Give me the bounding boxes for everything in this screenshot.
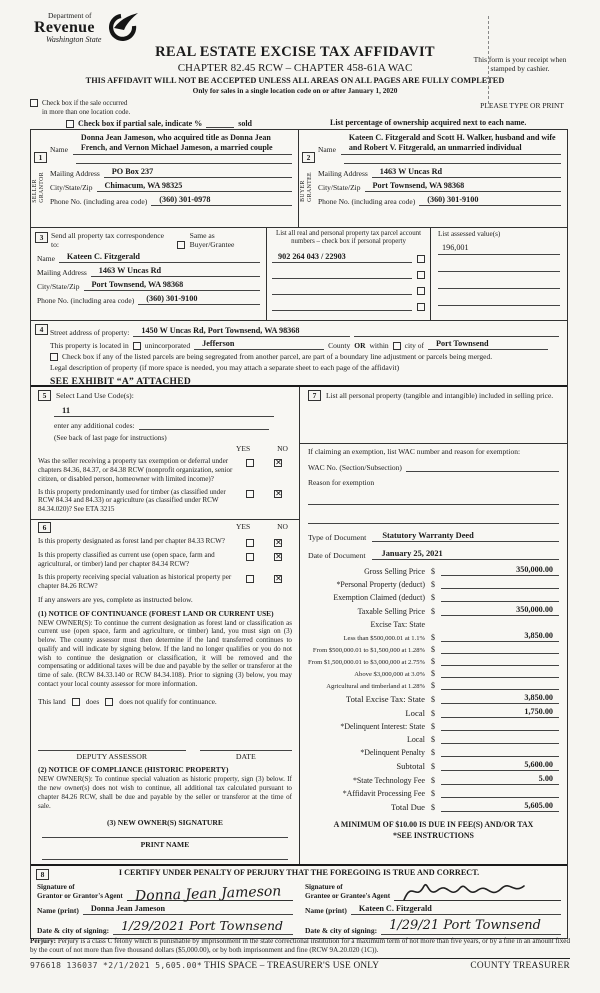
assessed-header: List assessed value(s): [438, 230, 501, 238]
additional-codes-field[interactable]: [139, 420, 269, 430]
logo-dept-text: Department of: [48, 11, 92, 20]
land-use-code-value[interactable]: 11: [54, 405, 274, 417]
affidavit-processing-fee-value[interactable]: [441, 788, 559, 798]
rate-tier-1-label: Less than $500,000.01 at 1.1%: [343, 635, 425, 642]
same-as-buyer-checkbox[interactable]: [177, 241, 185, 249]
partial-sale-suffix: sold: [238, 119, 253, 128]
form-warning: THIS AFFIDAVIT WILL NOT BE ACCEPTED UNLESS ALL AREAS ON ALL PAGES ARE FULLY COMPLETED: [85, 76, 505, 85]
grantee-name-print-label: Name (print): [305, 906, 347, 916]
gross-selling-price-label: Gross Selling Price: [364, 567, 425, 576]
additional-codes-label: enter any additional codes:: [54, 421, 135, 430]
same-as-buyer-label: Same as Buyer/Grantee: [189, 231, 235, 249]
treasurer-strip: [30, 958, 570, 971]
rate-tier-2-label: From $500,000.01 to $1,500,000 at 1.28%: [312, 647, 425, 654]
currency-sign: $: [431, 776, 435, 785]
or-label: OR: [354, 341, 366, 350]
does-label: does: [85, 697, 100, 707]
parcel-number-4[interactable]: [272, 300, 412, 311]
legal-description-value[interactable]: SEE EXHIBIT “A” ATTACHED: [50, 377, 192, 387]
delinquent-interest-state-value[interactable]: [441, 721, 559, 731]
seller-name-extra-line[interactable]: [76, 155, 292, 164]
grantee-name-print-value[interactable]: Kateen C. Fitzgerald: [351, 904, 561, 915]
s6-q2-yes-checkbox[interactable]: [246, 553, 254, 561]
exemption-claimed-value[interactable]: [441, 592, 559, 602]
subtotal-label: Subtotal: [396, 761, 425, 771]
if-yes-note: If any answers are yes, complete as instructed below.: [38, 594, 193, 604]
type-or-print-note: PLEASE TYPE OR PRINT: [480, 101, 564, 110]
type-of-document-value[interactable]: Statutory Warranty Deed: [372, 531, 559, 542]
s5-question-2: Is this property predominantly used for timber (as classified under RCW 84.34 and 84.33) or agriculture (as classified under RCW 84.34.020)? See ETA 3215: [38, 487, 226, 514]
property-address-box: [31, 321, 567, 385]
multi-location-label: Check box if the sale occurred in more than one location code.: [42, 99, 131, 116]
grantee-signature-line[interactable]: [394, 879, 561, 901]
currency-sign: $: [431, 762, 435, 771]
grantee-signature-label: Signature of Grantee or Grantee's Agent: [305, 883, 391, 901]
s6-no-header: NO: [277, 522, 288, 532]
street-address-label: Street address of property:: [50, 328, 130, 337]
total-due-label: Total Due: [390, 802, 425, 812]
buyer-city-value[interactable]: Port Townsend, WA 98368: [365, 181, 562, 192]
does-not-qualify-checkbox[interactable]: [105, 698, 113, 706]
revenue-swirl-icon: [105, 12, 139, 44]
segregated-checkbox[interactable]: [50, 353, 58, 361]
date-of-document-value[interactable]: January 25, 2021: [372, 549, 559, 560]
land-use-label: Select Land Use Code(s):: [56, 391, 134, 400]
affidavit-form: [30, 129, 568, 939]
gross-selling-price-value[interactable]: 350,000.00: [441, 565, 559, 576]
seller-city-value[interactable]: Chimacum, WA 98325: [97, 181, 293, 192]
agricultural-rate-value[interactable]: [441, 680, 559, 690]
grantor-name-print-value[interactable]: Donna Jean Jameson: [83, 904, 293, 915]
certification-section: [31, 864, 567, 938]
section-2-number: 2: [302, 152, 315, 163]
city-of-checkbox[interactable]: [393, 342, 401, 350]
s5-yes-header: YES: [235, 444, 251, 453]
assessed-value-1[interactable]: 196,001: [438, 243, 560, 255]
grantee-date-city-value[interactable]: 1/29/21 Port Townsend: [389, 918, 541, 934]
delinquent-interest-state-label: *Delinquent Interest: State: [340, 722, 425, 731]
notice-compliance-body: NEW OWNER(S): To continue special valuation as historic property, sign (3) below. If the new owner(s) does not wish to continue, all additional tax calculated pursuant to chapter 84.26 RCW, shall be due and payable by the seller or transferor at the time of sale.: [38, 775, 292, 810]
currency-sign: $: [431, 657, 435, 666]
s6-question-1: Is this property designated as forest land per chapter 84.33 RCW?: [38, 537, 225, 546]
street-address-line-tail: [354, 327, 559, 337]
section-3-number: 3: [35, 232, 48, 243]
form-only-note: Only for sales in a single location code on or after January 1, 2020: [192, 86, 398, 95]
buyer-grantee-side-label: BUYER GRANTEE: [300, 172, 313, 202]
logo-state-text: Washington State: [46, 34, 102, 44]
land-use-column: [31, 387, 300, 864]
grantor-date-city-label: Date & city of signing:: [37, 926, 110, 936]
personal-property-deduct-label: *Personal Property (deduct): [336, 580, 425, 589]
personal-property-checkbox-4[interactable]: [417, 303, 425, 311]
corr-city-label: City/State/Zip: [37, 282, 80, 291]
seller-grantor-side-label: SELLER GRANTOR: [32, 172, 45, 203]
rate-tier-4-value[interactable]: [441, 668, 559, 678]
logo-revenue-text: Revenue: [34, 18, 95, 36]
taxable-selling-price-value[interactable]: 350,000.00: [441, 605, 559, 616]
section-4-number: 4: [35, 324, 48, 335]
subtotal-value[interactable]: 5,600.00: [441, 760, 559, 771]
currency-sign: $: [431, 803, 435, 812]
county-value[interactable]: Jefferson: [194, 339, 324, 350]
correspondence-intro: Send all property tax correspondence to:: [51, 231, 165, 249]
personal-property-checkbox-3[interactable]: [417, 287, 425, 295]
s5-q1-yes-checkbox[interactable]: [246, 459, 254, 467]
section-6-number: 6: [38, 522, 51, 533]
buyer-name-extra-line[interactable]: [344, 155, 561, 164]
type-of-document-label: Type of Document: [307, 533, 367, 542]
notice-compliance-title: (2) NOTICE OF COMPLIANCE (HISTORIC PROPERTY): [38, 765, 229, 775]
seller-name-label: Name: [50, 145, 68, 155]
wac-number-field[interactable]: [406, 462, 559, 472]
partial-sale-checkbox[interactable]: [66, 120, 74, 128]
s5-question-1: Was the seller receiving a property tax exemption or deferral under chapters 84.36, 84.37, or 84.38 RCW (nonprofit organization, senior citizen, or disabled person, homeowner with limited income)?: [38, 457, 233, 483]
parcel-number-2[interactable]: [272, 268, 412, 279]
buyer-phone-value[interactable]: (360) 301-9100: [419, 195, 561, 206]
parcel-header: List all real and personal property tax parcel account numbers – check box if personal property: [275, 230, 422, 246]
parcel-number-3[interactable]: [272, 284, 412, 295]
corr-name-value[interactable]: Kateen C. Fitzgerald: [59, 252, 260, 263]
county-treasurer-label: COUNTY TREASURER: [470, 961, 570, 971]
delinquent-penalty-label: *Delinquent Penalty: [360, 748, 425, 757]
corr-mailing-value[interactable]: 1463 W Uncas Rd: [91, 266, 260, 277]
currency-sign: $: [431, 580, 435, 589]
grantor-date-city-value[interactable]: 1/29/2021 Port Townsend: [121, 918, 284, 934]
new-owner-signature-label: (3) NEW OWNER(S) SIGNATURE: [106, 818, 223, 828]
taxable-selling-price-label: Taxable Selling Price: [357, 607, 425, 616]
deputy-date-line[interactable]: DATE: [200, 750, 292, 761]
segregated-note: Check box if any of the listed parcels are being segregated from another parcel, are part of a boundary line adjustment or parcels being merged.: [62, 352, 493, 361]
corr-phone-label: Phone No. (including area code): [37, 296, 135, 305]
tax-correspondence-box: [31, 228, 267, 320]
s5-no-header: NO: [277, 444, 288, 453]
s6-question-2: Is this property classified as current use (open space, farm and agricultural, or timber) land per chapter 84.34 RCW?: [38, 551, 215, 569]
currency-sign: $: [431, 567, 435, 576]
grantee-signature-scribble: [398, 878, 528, 904]
parcel-number-1[interactable]: 902 264 043 / 22903: [272, 252, 412, 263]
form-subtitle: CHAPTER 82.45 RCW – CHAPTER 458-61A WAC: [177, 62, 413, 74]
seller-mailing-label: Mailing Address: [50, 169, 100, 179]
parcel-numbers-box: [267, 228, 431, 320]
s6-q1-no-checkbox[interactable]: [274, 539, 282, 547]
assessed-value-2[interactable]: [438, 260, 560, 272]
does-not-label: does not qualify for continuance.: [119, 697, 217, 707]
treasurer-space-label: THIS SPACE – TREASURER'S USE ONLY: [204, 961, 380, 971]
exemption-claimed-label: Exemption Claimed (deduct): [333, 593, 425, 602]
exemption-area: [300, 443, 567, 524]
currency-sign: $: [431, 735, 435, 744]
currency-sign: $: [431, 722, 435, 731]
s5-q1-no-checkbox[interactable]: [274, 459, 282, 467]
multi-location-checkbox[interactable]: [30, 99, 38, 107]
personal-property-checkbox-2[interactable]: [417, 271, 425, 279]
state-technology-fee-value[interactable]: 5.00: [441, 774, 559, 785]
buyer-mailing-label: Mailing Address: [318, 169, 368, 179]
currency-sign: $: [431, 789, 435, 798]
partial-sale-percent-field[interactable]: [206, 118, 234, 128]
unincorporated-label: unincorporated: [144, 341, 191, 350]
rate-tier-2-value[interactable]: [441, 644, 559, 654]
currency-sign: $: [431, 607, 435, 616]
located-in-label: This property is located in: [50, 341, 129, 350]
buyer-name-label: Name: [318, 145, 336, 155]
dor-logo: [34, 12, 139, 44]
s6-q3-no-checkbox[interactable]: [274, 575, 282, 583]
s6-question-3: Is this property receiving special valuation as historical property per chapter 84.26 RCW?: [38, 572, 232, 590]
corr-name-label: Name: [37, 254, 55, 263]
receipt-note: This form is your receipt when stamped by cashier.: [473, 55, 567, 74]
currency-sign: $: [431, 669, 435, 678]
delinquent-interest-local-value[interactable]: [441, 734, 559, 744]
street-address-value[interactable]: 1450 W Uncas Rd, Port Townsend, WA 98368: [133, 326, 350, 337]
s5-q2-yes-checkbox[interactable]: [246, 490, 254, 498]
partial-sale-label: Check box if partial sale, indicate %: [78, 119, 203, 128]
seller-phone-value[interactable]: (360) 301-0978: [151, 195, 292, 206]
buyer-grantee-box: [299, 130, 567, 227]
deputy-assessor-line[interactable]: DEPUTY ASSESSOR: [38, 750, 186, 761]
personal-property-checkbox-1[interactable]: [417, 255, 425, 263]
currency-sign: $: [431, 593, 435, 602]
buyer-name-value[interactable]: Kateen C. Fitzgerald and Scott H. Walker, husband and wife and Robert V. Fitzgerald, an unmarried individual: [341, 133, 561, 155]
perjury-statement: Perjury: Perjury is a class C felony which is punishable by imprisonment in the state correctional institution for a maximum term of not more than five years, or by a fine in an amount fixed by the court of not more than five thousand dollars ($5,000.00), or by both imprisonment and fine (RCW 9A.20.020 (1C)).: [30, 937, 570, 955]
rate-tier-4-label: Above $3,000,000 at 3.0%: [354, 671, 425, 678]
seller-phone-label: Phone No. (including area code): [50, 197, 148, 207]
date-of-document-label: Date of Document: [307, 551, 366, 560]
state-technology-fee-label: *State Technology Fee: [352, 776, 425, 785]
s6-yes-header: YES: [235, 522, 251, 532]
cashier-receipt-stamp: 976618 136037 *2/1/2021 5,605.00*: [30, 961, 203, 970]
assessed-values-box: [431, 228, 567, 320]
grantor-signature-label: Signature of Grantor or Grantor's Agent: [37, 883, 123, 901]
buyer-city-label: City/State/Zip: [318, 183, 361, 193]
rate-tier-1-value[interactable]: 3,850.00: [441, 631, 559, 642]
form-title: REAL ESTATE EXCISE TAX AFFIDAVIT: [155, 44, 435, 60]
grantor-name-print-label: Name (print): [37, 906, 79, 916]
print-name-line[interactable]: [42, 849, 288, 860]
notice-continuance-body: NEW OWNER(S): To continue the current designation as forest land or classification as current use (open space, farm and agriculture, or timber) land, you must sign on (3) below. The county assessor must then determine if the land transferred continues to qualify and will indicate by signing below. If the land no longer qualifies or you do not wish to continue the designation or classification, it will be removed and the compensating or additional taxes will be due and payable by the seller or transferor at the time of sale. (RCW 84.33.140 or RCW 84.34.108). Prior to signing (3) below, you may contact your local county assessor for more information.: [38, 618, 292, 688]
currency-sign: $: [431, 748, 435, 757]
corr-city-value[interactable]: Port Townsend, WA 98368: [84, 280, 261, 291]
s6-q2-no-checkbox[interactable]: [274, 553, 282, 561]
s6-q3-yes-checkbox[interactable]: [246, 575, 254, 583]
new-owner-signature-line[interactable]: [42, 827, 288, 838]
this-land-label: This land: [38, 697, 66, 707]
affidavit-processing-fee-label: *Affidavit Processing Fee: [342, 789, 425, 798]
excise-tax-state-header: Excise Tax: State: [370, 620, 425, 629]
corr-phone-value[interactable]: (360) 301-9100: [138, 294, 260, 305]
certify-statement: I CERTIFY UNDER PENALTY OF PERJURY THAT THE FOREGOING IS TRUE AND CORRECT.: [118, 868, 480, 878]
section-8-number: 8: [36, 869, 49, 880]
currency-sign: $: [431, 709, 435, 718]
currency-sign: $: [431, 645, 435, 654]
delinquent-penalty-value[interactable]: [441, 747, 559, 757]
seller-mailing-value[interactable]: PO Box 237: [104, 167, 292, 178]
see-instructions-note: *SEE INSTRUCTIONS: [393, 830, 474, 840]
unincorporated-checkbox[interactable]: [133, 342, 141, 350]
section-5-number: 5: [38, 390, 51, 401]
exemption-intro: If claiming an exemption, list WAC number and reason for exemption:: [307, 447, 521, 456]
currency-sign: $: [431, 695, 435, 704]
assessed-value-4[interactable]: [438, 294, 560, 306]
reason-field-1[interactable]: [308, 495, 559, 505]
section-7-number: 7: [308, 390, 321, 401]
s5-q2-no-checkbox[interactable]: [274, 490, 282, 498]
total-due-value[interactable]: 5,605.00: [441, 801, 559, 812]
rate-tier-3-label: From $1,500,000.01 to $3,000,000 at 2.75%: [307, 659, 425, 666]
reason-exemption-label: Reason for exemption: [307, 478, 375, 487]
personal-property-label: List all personal property (tangible and intangible) included in selling price.: [325, 390, 554, 400]
currency-sign: $: [431, 633, 435, 642]
rate-tier-3-value[interactable]: [441, 656, 559, 666]
minimum-fee-note: A MINIMUM OF $10.00 IS DUE IN FEE(S) AND/OR TAX: [333, 820, 534, 829]
grantor-signature-line[interactable]: [127, 879, 293, 905]
total-excise-local-value[interactable]: 1,750.00: [441, 707, 559, 718]
total-excise-local-label: Local: [405, 708, 425, 718]
wac-number-label: WAC No. (Section/Subsection): [307, 463, 402, 472]
legal-description-label: Legal description of property (if more space is needed, you may attach a separate sheet to each page of the affidavit): [50, 363, 400, 372]
seller-name-value[interactable]: Donna Jean Jameson, who acquired title as Donna Jean French, and Vernon Michael Jameson, a married couple: [73, 133, 292, 155]
does-qualify-checkbox[interactable]: [72, 698, 80, 706]
city-of-label: city of: [404, 341, 425, 350]
section-6-area: [31, 519, 299, 860]
print-name-label: PRINT NAME: [140, 840, 190, 850]
delinquent-interest-local-label: Local: [407, 735, 425, 744]
buyer-phone-label: Phone No. (including area code): [318, 197, 416, 207]
grantor-signature-text: Donna Jean Jameson: [134, 883, 282, 905]
tax-column: [300, 387, 567, 864]
assessed-value-3[interactable]: [438, 277, 560, 289]
county-label: County: [328, 341, 351, 350]
total-excise-state-label: Total Excise Tax: State: [345, 694, 425, 704]
currency-sign: $: [431, 681, 435, 690]
ownership-note: List percentage of ownership acquired next to each name.: [330, 118, 527, 127]
seller-grantor-box: [31, 130, 299, 227]
agricultural-rate-label: Agricultural and timberland at 1.28%: [326, 683, 425, 690]
seller-city-label: City/State/Zip: [50, 183, 93, 193]
reason-field-2[interactable]: [308, 514, 559, 524]
s6-q1-yes-checkbox[interactable]: [246, 539, 254, 547]
see-back-note: (See back of last page for instructions): [54, 433, 167, 442]
grantee-date-city-label: Date & city of signing:: [305, 926, 378, 936]
notice-continuance-title: (1) NOTICE OF CONTINUANCE (FOREST LAND OR CURRENT USE): [38, 608, 274, 618]
total-excise-state-value[interactable]: 3,850.00: [441, 693, 559, 704]
city-value[interactable]: Port Townsend: [428, 339, 548, 350]
within-label: within: [369, 341, 389, 350]
buyer-mailing-value[interactable]: 1463 W Uncas Rd: [372, 167, 561, 178]
corr-mailing-label: Mailing Address: [37, 268, 87, 277]
section-1-number: 1: [34, 152, 47, 163]
personal-property-deduct-value[interactable]: [441, 579, 559, 589]
